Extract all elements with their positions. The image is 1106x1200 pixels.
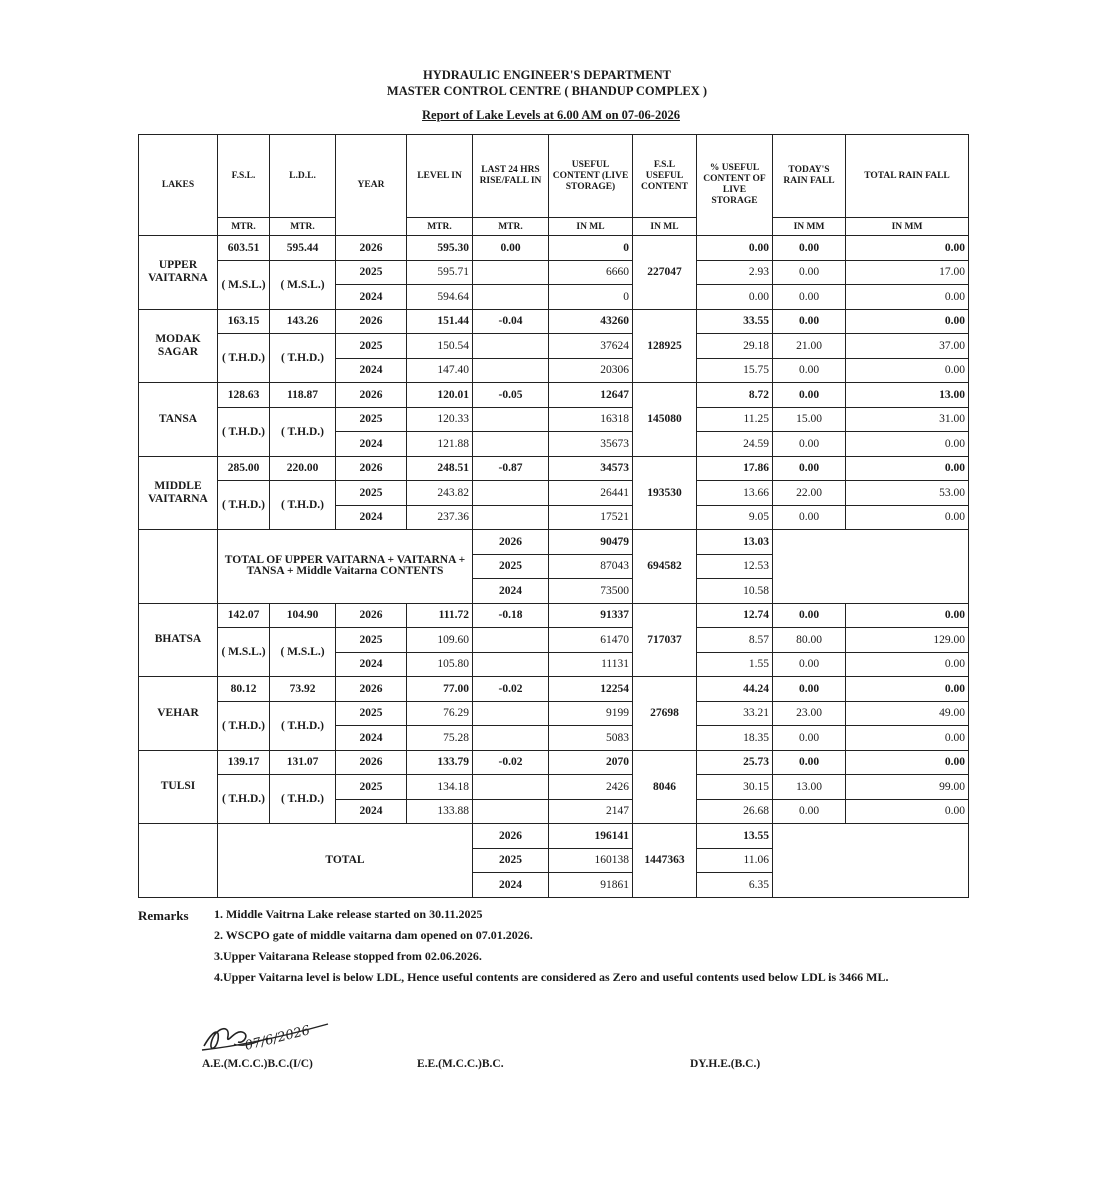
rise-fall-empty (473, 334, 549, 359)
pct-cell: 24.59 (697, 432, 773, 457)
table-row (139, 334, 969, 359)
col-fsl-useful: F.S.L USEFUL CONTENT (633, 135, 697, 218)
useful-content-cell: 37624 (549, 334, 633, 359)
remark-1: 1. Middle Vaitrna Lake release started on 30.11.2025 (214, 907, 483, 921)
today-rain-cell: 0.00 (773, 652, 846, 677)
total-rain-cell: 0.00 (846, 432, 969, 457)
useful-content-cell: 90479 (549, 530, 633, 555)
subtotal-label: TOTAL OF UPPER VAITARNA + VAITARNA + TANSA + Middle Vaitarna CONTENTS (218, 530, 473, 604)
ldl-value: 131.07 (270, 750, 336, 775)
pct-cell: 13.55 (697, 824, 773, 849)
year-cell: 2024 (473, 873, 549, 898)
year-cell: 2025 (336, 334, 407, 359)
table-row (139, 383, 969, 408)
col-pct: % USEFUL CONTENT OF LIVE STORAGE (697, 135, 773, 236)
rise-fall-cell: -0.05 (473, 383, 549, 408)
useful-content-cell: 160138 (549, 848, 633, 873)
rise-fall-empty (473, 652, 549, 677)
report-title: Report of Lake Levels at 6.00 AM on 07-06-2026 (422, 108, 680, 122)
col-today-rain: TODAY'S RAIN FALL (773, 135, 846, 218)
pct-cell: 0.00 (697, 236, 773, 261)
year-cell: 2025 (336, 775, 407, 800)
total-rain-cell: 0.00 (846, 505, 969, 530)
rise-fall-empty (473, 260, 549, 285)
pct-cell: 6.35 (697, 873, 773, 898)
ldl-datum: ( T.H.D.) (270, 407, 336, 456)
useful-content-cell: 9199 (549, 701, 633, 726)
year-cell: 2025 (336, 407, 407, 432)
rise-fall-cell: 0.00 (473, 236, 549, 261)
level-cell: 595.71 (407, 260, 473, 285)
col-useful: USEFUL CONTENT (LIVE STORAGE) (549, 135, 633, 218)
ldl-datum: ( M.S.L.) (270, 628, 336, 677)
total-rain-cell: 0.00 (846, 652, 969, 677)
signatory-dy: DY.H.E.(B.C.) (690, 1058, 761, 1070)
level-cell: 134.18 (407, 775, 473, 800)
fsl-useful-cell: 227047 (633, 236, 697, 310)
fsl-datum: ( M.S.L.) (218, 628, 270, 677)
unit-fsl: MTR. (218, 218, 270, 236)
table-row (139, 775, 969, 800)
rise-fall-cell: -0.18 (473, 603, 549, 628)
useful-content-cell: 0 (549, 285, 633, 310)
fsl-value: 285.00 (218, 456, 270, 481)
pct-cell: 18.35 (697, 726, 773, 751)
fsl-value: 163.15 (218, 309, 270, 334)
year-cell: 2024 (336, 285, 407, 310)
today-rain-cell: 0.00 (773, 260, 846, 285)
lake-name: BHATSA (139, 603, 218, 677)
table-row (139, 456, 969, 481)
fsl-useful-cell: 1447363 (633, 824, 697, 898)
ldl-datum: ( T.H.D.) (270, 701, 336, 750)
remark-4: 4.Upper Vaitarna level is below LDL, Hence useful contents are considered as Zero and useful contents used below LDL is 3466 ML. (214, 970, 889, 984)
year-cell: 2025 (336, 701, 407, 726)
useful-content-cell: 91861 (549, 873, 633, 898)
signatory-ae: A.E.(M.C.C.)B.C.(I/C) (202, 1058, 313, 1070)
total-rain-cell: 13.00 (846, 383, 969, 408)
total-blank-lake (139, 824, 218, 898)
total-blank-rain (773, 824, 969, 898)
total-rain-cell: 0.00 (846, 677, 969, 702)
level-cell: 105.80 (407, 652, 473, 677)
total-rain-cell: 0.00 (846, 358, 969, 383)
table-row (139, 260, 969, 285)
level-cell: 75.28 (407, 726, 473, 751)
rise-fall-cell: -0.02 (473, 750, 549, 775)
useful-content-cell: 35673 (549, 432, 633, 457)
total-rain-cell: 0.00 (846, 309, 969, 334)
fsl-datum: ( T.H.D.) (218, 701, 270, 750)
year-cell: 2024 (336, 358, 407, 383)
unit-level: MTR. (407, 218, 473, 236)
table-row (139, 750, 969, 775)
total-rain-cell: 49.00 (846, 701, 969, 726)
pct-cell: 15.75 (697, 358, 773, 383)
level-cell: 243.82 (407, 481, 473, 506)
year-cell: 2026 (473, 530, 549, 555)
total-rain-cell: 37.00 (846, 334, 969, 359)
rise-fall-empty (473, 505, 549, 530)
ldl-value: 73.92 (270, 677, 336, 702)
today-rain-cell: 22.00 (773, 481, 846, 506)
level-cell: 594.64 (407, 285, 473, 310)
rise-fall-empty (473, 775, 549, 800)
useful-content-cell: 0 (549, 236, 633, 261)
today-rain-cell: 0.00 (773, 505, 846, 530)
rise-fall-empty (473, 432, 549, 457)
useful-content-cell: 2070 (549, 750, 633, 775)
level-cell: 120.01 (407, 383, 473, 408)
useful-content-cell: 2147 (549, 799, 633, 824)
level-cell: 147.40 (407, 358, 473, 383)
pct-cell: 12.53 (697, 554, 773, 579)
table-row (139, 236, 969, 261)
unit-ldl: MTR. (270, 218, 336, 236)
useful-content-cell: 6660 (549, 260, 633, 285)
fsl-value: 139.17 (218, 750, 270, 775)
today-rain-cell: 0.00 (773, 432, 846, 457)
total-rain-cell: 0.00 (846, 726, 969, 751)
lake-name: UPPER VAITARNA (139, 236, 218, 310)
today-rain-cell: 0.00 (773, 285, 846, 310)
fsl-value: 603.51 (218, 236, 270, 261)
total-rain-cell: 17.00 (846, 260, 969, 285)
signatory-ee: E.E.(M.C.C.)B.C. (417, 1058, 504, 1070)
today-rain-cell: 0.00 (773, 750, 846, 775)
handwritten-signature (198, 1010, 348, 1060)
total-rain-cell: 0.00 (846, 799, 969, 824)
year-cell: 2025 (336, 481, 407, 506)
subtotal-blank-lake (139, 530, 218, 604)
total-rain-cell: 129.00 (846, 628, 969, 653)
total-rain-cell: 0.00 (846, 285, 969, 310)
pct-cell: 13.66 (697, 481, 773, 506)
today-rain-cell: 0.00 (773, 603, 846, 628)
level-cell: 109.60 (407, 628, 473, 653)
lake-name: TANSA (139, 383, 218, 457)
col-lakes: LAKES (139, 135, 218, 236)
useful-content-cell: 91337 (549, 603, 633, 628)
lake-levels-table (138, 134, 969, 898)
department-title: HYDRAULIC ENGINEER'S DEPARTMENT (423, 68, 671, 82)
year-cell: 2026 (336, 236, 407, 261)
total-rain-cell: 99.00 (846, 775, 969, 800)
rise-fall-empty (473, 358, 549, 383)
useful-content-cell: 12254 (549, 677, 633, 702)
useful-content-cell: 17521 (549, 505, 633, 530)
table-row (139, 481, 969, 506)
ldl-value: 220.00 (270, 456, 336, 481)
pct-cell: 9.05 (697, 505, 773, 530)
fsl-datum: ( M.S.L.) (218, 260, 270, 309)
pct-cell: 8.72 (697, 383, 773, 408)
fsl-useful-cell: 694582 (633, 530, 697, 604)
ldl-value: 104.90 (270, 603, 336, 628)
fsl-datum: ( T.H.D.) (218, 407, 270, 456)
ldl-datum: ( T.H.D.) (270, 481, 336, 530)
lake-name: MIDDLE VAITARNA (139, 456, 218, 530)
subtotal-row (139, 530, 969, 555)
rise-fall-cell: -0.04 (473, 309, 549, 334)
fsl-datum: ( T.H.D.) (218, 481, 270, 530)
rise-fall-empty (473, 285, 549, 310)
today-rain-cell: 15.00 (773, 407, 846, 432)
col-rise: LAST 24 HRS RISE/FALL IN (473, 135, 549, 218)
today-rain-cell: 0.00 (773, 358, 846, 383)
rise-fall-empty (473, 726, 549, 751)
useful-content-cell: 5083 (549, 726, 633, 751)
today-rain-cell: 0.00 (773, 383, 846, 408)
total-rain-cell: 53.00 (846, 481, 969, 506)
pct-cell: 30.15 (697, 775, 773, 800)
useful-content-cell: 73500 (549, 579, 633, 604)
fsl-value: 128.63 (218, 383, 270, 408)
pct-cell: 11.25 (697, 407, 773, 432)
level-cell: 248.51 (407, 456, 473, 481)
rise-fall-empty (473, 628, 549, 653)
ldl-value: 118.87 (270, 383, 336, 408)
today-rain-cell: 0.00 (773, 726, 846, 751)
year-cell: 2025 (336, 260, 407, 285)
pct-cell: 33.55 (697, 309, 773, 334)
col-ldl: L.D.L. (270, 135, 336, 218)
table-row (139, 677, 969, 702)
year-cell: 2026 (336, 677, 407, 702)
total-rain-cell: 0.00 (846, 603, 969, 628)
today-rain-cell: 0.00 (773, 456, 846, 481)
total-row (139, 824, 969, 849)
useful-content-cell: 16318 (549, 407, 633, 432)
pct-cell: 1.55 (697, 652, 773, 677)
year-cell: 2026 (336, 750, 407, 775)
total-rain-cell: 0.00 (846, 456, 969, 481)
level-cell: 150.54 (407, 334, 473, 359)
ldl-datum: ( T.H.D.) (270, 775, 336, 824)
remark-3: 3.Upper Vaitarana Release stopped from 02.06.2026. (214, 949, 482, 963)
table-row (139, 603, 969, 628)
table-row (139, 701, 969, 726)
today-rain-cell: 80.00 (773, 628, 846, 653)
pct-cell: 11.06 (697, 848, 773, 873)
pct-cell: 44.24 (697, 677, 773, 702)
col-year: YEAR (336, 135, 407, 236)
useful-content-cell: 196141 (549, 824, 633, 849)
pct-cell: 33.21 (697, 701, 773, 726)
fsl-useful-cell: 717037 (633, 603, 697, 677)
level-cell: 111.72 (407, 603, 473, 628)
col-level: LEVEL IN (407, 135, 473, 218)
year-cell: 2024 (336, 799, 407, 824)
total-rain-cell: 31.00 (846, 407, 969, 432)
level-cell: 133.79 (407, 750, 473, 775)
table-row (139, 628, 969, 653)
level-cell: 151.44 (407, 309, 473, 334)
ldl-value: 143.26 (270, 309, 336, 334)
level-cell: 595.30 (407, 236, 473, 261)
today-rain-cell: 0.00 (773, 799, 846, 824)
rise-fall-empty (473, 799, 549, 824)
year-cell: 2026 (336, 383, 407, 408)
pct-cell: 17.86 (697, 456, 773, 481)
fsl-useful-cell: 193530 (633, 456, 697, 530)
pct-cell: 29.18 (697, 334, 773, 359)
lake-name: TULSI (139, 750, 218, 824)
year-cell: 2025 (336, 628, 407, 653)
units-row (139, 218, 969, 236)
year-cell: 2026 (336, 309, 407, 334)
unit-rise: MTR. (473, 218, 549, 236)
fsl-useful-cell: 145080 (633, 383, 697, 457)
remark-2: 2. WSCPO gate of middle vaitarna dam opened on 07.01.2026. (214, 928, 533, 942)
pct-cell: 26.68 (697, 799, 773, 824)
today-rain-cell: 0.00 (773, 677, 846, 702)
table-row (139, 407, 969, 432)
fsl-datum: ( T.H.D.) (218, 334, 270, 383)
fsl-useful-cell: 8046 (633, 750, 697, 824)
unit-useful: IN ML (549, 218, 633, 236)
level-cell: 77.00 (407, 677, 473, 702)
year-cell: 2026 (336, 456, 407, 481)
rise-fall-empty (473, 481, 549, 506)
pct-cell: 25.73 (697, 750, 773, 775)
rise-fall-empty (473, 701, 549, 726)
unit-fsl-useful: IN ML (633, 218, 697, 236)
unit-today-rain: IN MM (773, 218, 846, 236)
fsl-value: 142.07 (218, 603, 270, 628)
pct-cell: 0.00 (697, 285, 773, 310)
total-label: TOTAL (218, 824, 473, 898)
ldl-value: 595.44 (270, 236, 336, 261)
header-row (139, 135, 969, 218)
rise-fall-cell: -0.87 (473, 456, 549, 481)
today-rain-cell: 0.00 (773, 236, 846, 261)
today-rain-cell: 23.00 (773, 701, 846, 726)
level-cell: 121.88 (407, 432, 473, 457)
lake-name: MODAK SAGAR (139, 309, 218, 383)
useful-content-cell: 20306 (549, 358, 633, 383)
col-total-rain: TOTAL RAIN FALL (846, 135, 969, 218)
today-rain-cell: 13.00 (773, 775, 846, 800)
fsl-datum: ( T.H.D.) (218, 775, 270, 824)
subtotal-blank-rain (773, 530, 969, 604)
year-cell: 2025 (473, 554, 549, 579)
ldl-datum: ( T.H.D.) (270, 334, 336, 383)
year-cell: 2025 (473, 848, 549, 873)
year-cell: 2024 (336, 505, 407, 530)
unit-total-rain: IN MM (846, 218, 969, 236)
useful-content-cell: 87043 (549, 554, 633, 579)
level-cell: 76.29 (407, 701, 473, 726)
useful-content-cell: 61470 (549, 628, 633, 653)
col-fsl: F.S.L. (218, 135, 270, 218)
year-cell: 2024 (336, 652, 407, 677)
year-cell: 2024 (336, 432, 407, 457)
pct-cell: 8.57 (697, 628, 773, 653)
fsl-value: 80.12 (218, 677, 270, 702)
useful-content-cell: 11131 (549, 652, 633, 677)
year-cell: 2024 (473, 579, 549, 604)
pct-cell: 10.58 (697, 579, 773, 604)
total-rain-cell: 0.00 (846, 750, 969, 775)
ldl-datum: ( M.S.L.) (270, 260, 336, 309)
year-cell: 2024 (336, 726, 407, 751)
level-cell: 237.36 (407, 505, 473, 530)
level-cell: 120.33 (407, 407, 473, 432)
fsl-useful-cell: 128925 (633, 309, 697, 383)
useful-content-cell: 26441 (549, 481, 633, 506)
remarks-label: Remarks (138, 908, 189, 923)
pct-cell: 12.74 (697, 603, 773, 628)
useful-content-cell: 34573 (549, 456, 633, 481)
fsl-useful-cell: 27698 (633, 677, 697, 751)
useful-content-cell: 12647 (549, 383, 633, 408)
pct-cell: 2.93 (697, 260, 773, 285)
rise-fall-cell: -0.02 (473, 677, 549, 702)
year-cell: 2026 (336, 603, 407, 628)
total-rain-cell: 0.00 (846, 236, 969, 261)
useful-content-cell: 2426 (549, 775, 633, 800)
pct-cell: 13.03 (697, 530, 773, 555)
useful-content-cell: 43260 (549, 309, 633, 334)
table-row (139, 309, 969, 334)
centre-title: MASTER CONTROL CENTRE ( BHANDUP COMPLEX ) (386, 84, 708, 98)
level-cell: 133.88 (407, 799, 473, 824)
lake-name: VEHAR (139, 677, 218, 751)
year-cell: 2026 (473, 824, 549, 849)
today-rain-cell: 21.00 (773, 334, 846, 359)
today-rain-cell: 0.00 (773, 309, 846, 334)
signature-date: 07/6/2026 (243, 1023, 312, 1054)
rise-fall-empty (473, 407, 549, 432)
